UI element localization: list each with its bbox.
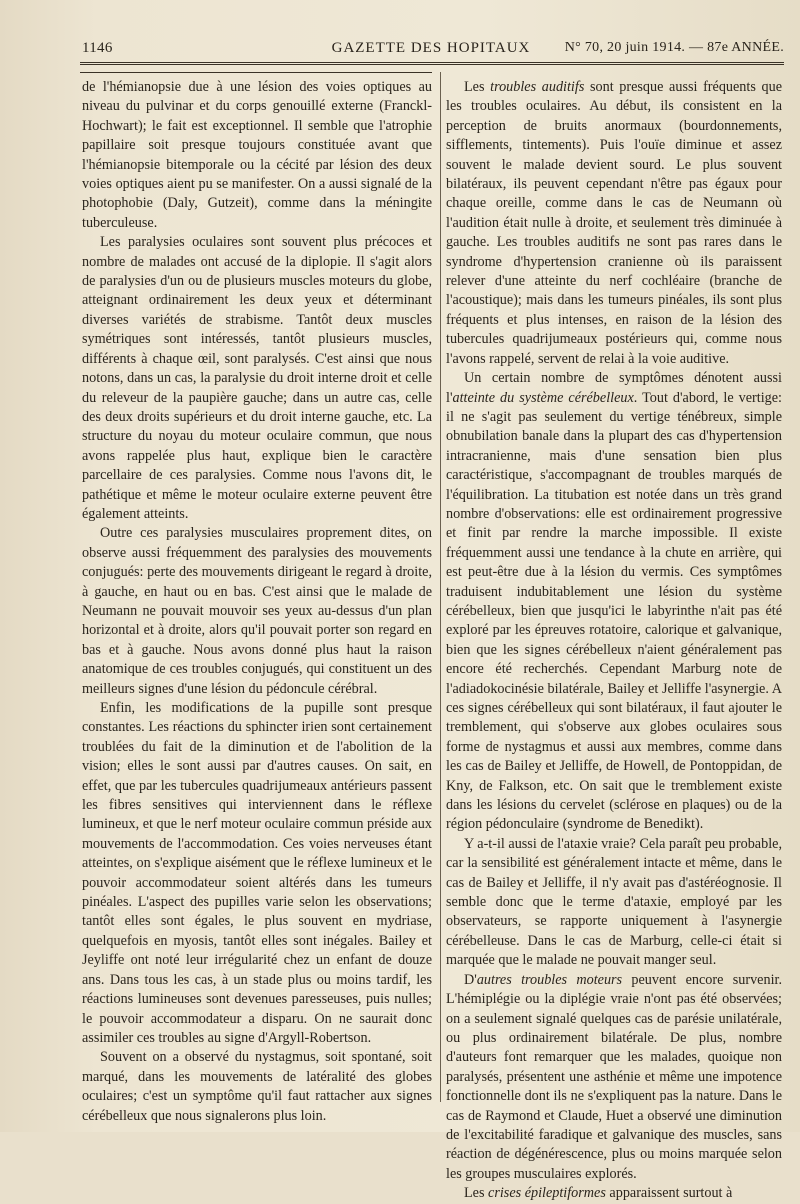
paragraph: Souvent on a observé du nystagmus, soit spontané, soit marqué, dans les mouvements de latéralité des globes oculaires; c'est un symptôme qu'il faut rattacher aux signes cérébelleux que nous signalerons plus loin. bbox=[82, 1049, 432, 1124]
paragraph-lead: D' bbox=[464, 971, 477, 988]
paragraph bbox=[446, 78, 782, 369]
paragraph-lead: Un certain nombre de symptômes dénotent aussi l' bbox=[446, 370, 782, 406]
section-heading-italic: atteinte du système cérébelleux bbox=[452, 389, 634, 406]
paragraph: de l'hémianopsie due à une lésion des voies optiques au niveau du pulvinar et du corps genouillé externe (Franckl-Hochwart); le fait est exceptionnel. Il semble que l'atrophie papillaire soit presque toujours constituée avant que l'hémianopsie bitemporale ou la cécité par lésion des deux voies optiques aient pu se manifester. On a aussi signalé de la photophobie (Daly, Gutzeit), comme dans la méningite tuberculeuse. bbox=[82, 79, 432, 231]
paragraph-body: Y a-t-il aussi de l'ataxie vraie? Cela paraît peu probable, car la sensibilité est généralement intacte et même, dans le cas de Bailey et Jelliffe, il n'y avait pas d'astéréognosie. Il semble donc que le terme d'ataxie, employé par les observateurs, se rapporte uniquement à l'asynergie cérébelleuse. Dans le cas de Marburg, celle-ci était si marquée que le malade ne pouvait manger seul. bbox=[446, 835, 782, 969]
paragraph bbox=[446, 369, 782, 835]
paragraph-body: sont presque aussi fréquents que les troubles oculaires. Au début, ils consistent en la perception de bruits anormaux (bourdonnements, sifflements, tintements). Puis l'ouïe diminue et assez souvent le malade devient sourd. Le plus souvent bilatéraux, ils peuvent cependant n'être pas égaux pour chaque oreille, comme dans le cas de Neumann où l'audition était nulle à droite, et seulement très diminuée à gauche. Les troubles auditifs ne sont pas rares dans le syndrome d'hypertension cranienne où ils paraissent relever d'une atteinte du nerf cochléaire (branche de l'acoustique); mais dans les tumeurs pinéales, ils sont plus fréquents et plus intenses, en raison de la lésion des tubercules quadrijumeaux postérieurs qui, comme nous l'avons rappelé, servent de relai à la voie auditive. bbox=[446, 79, 782, 367]
section-heading-italic: autres troubles moteurs bbox=[476, 971, 623, 988]
journal-title: GAZETTE DES HOPITAUX bbox=[331, 40, 531, 56]
column-divider bbox=[440, 72, 441, 1102]
paragraph bbox=[446, 1184, 782, 1203]
paragraph-lead: Les bbox=[464, 79, 491, 95]
paragraph-body: . Tout d'abord, le vertige: il ne s'agit pas seulement du vertige ténébreux, simple obnubilation banale dans la plupart des cas d'hypertension intracranienne, mais d'une sensation bien plus caractéristique, s'accompagnant de troubles marqués de l'équilibration. La titubation est notée dans un très grand nombre d'observations: elle est ordinairement progressive et finit par rendre la marche impossible. Il existe fréquemment aussi une tendance à la chute en arrière, qui est peut-être due à la lésion du vermis. Ces symptômes traduisent indubitablement une lésion du système cérébelleux, bien que jusqu'ici le labyrinthe n'ait pas été exploré par les épreuves rotatoire, calorique et galvanique, bien que les signes cérébelleux n'aient généralement pas encore été recherchés. Cependant Marburg note de l'adiadokocinésie bilatérale, Bailey et Jelliffe l'asynergie. A ces signes cérébelleux qui sont bilatéraux, il faut ajouter le tremblement, qui s'observe aux globes oculaires sous forme de nystagmus et aussi aux membres, comme dans les cas de Bailey et Jelliffe, de Howell, de Pontoppidan, de Kny, de Falkson, etc. On sait que le tremblement existe dans les lésions du cervelet (sclérose en plaques) ou de la région pédonculaire (syndrome de Benedikt). bbox=[446, 389, 782, 833]
paragraph bbox=[446, 971, 782, 1184]
section-heading-italic: troubles auditifs bbox=[490, 79, 585, 95]
header-rule bbox=[80, 62, 784, 65]
right-column bbox=[446, 78, 782, 1204]
paragraph: Enfin, les modifications de la pupille sont presque constantes. Les réactions du sphincter irien sont certainement troublées du fait de la diminution et de l'abolition de la vision; elles le sont aussi par d'autres causes. On sait, en effet, que par les tubercules quadrijumeaux antérieurs passent les fibres sensitives qui interviennent dans le réflexe lumineux, et que le nerf moteur oculaire commun préside aux mouvements de l'accommodation. Ces voies nerveuses étant atteintes, on s'explique aisément que le réflexe lumineux et le pouvoir accommodateur soient altérés dans les tumeurs pinéales. L'aspect des pupilles varie selon les observations; tantôt elles sont égales, le plus souvent en mydriase, quelquefois en myosis, tantôt elles sont inégales. Bailey et Jeyliffe ont noté leur irrégularité chez un enfant de douze ans. Dans tous les cas, à un stade plus ou moins tardif, les réactions lumineuses sont devenues paresseuses, puis nulles; le pouvoir accommodateur a disparu. On ne saurait donc assimiler ces troubles au signe d'Argyll-Robertson. bbox=[82, 700, 432, 1046]
left-column bbox=[82, 78, 432, 1126]
paragraph: Outre ces paralysies musculaires proprement dites, on observe aussi fréquemment des paralysies des mouvements conjugués: perte des mouvements dirigeant le regard à droite, à gauche, en haut ou en bas. C'est ainsi que le malade de Neumann ne pouvait mouvoir ses yeux au-dessus d'un plan horizontal et à droite, alors qu'il pouvait porter son regard en bas et à gauche. Nous avons donné plus haut la raison anatomique de ces troubles conjugués, qui constituent un des meilleurs signes d'une lésion du pédoncule cérébral. bbox=[82, 525, 432, 697]
section-heading-italic: crises épileptiformes bbox=[488, 1185, 606, 1202]
column-top-rule bbox=[80, 72, 432, 73]
paragraph-body: apparaissent surtout à bbox=[605, 1185, 733, 1202]
paragraph: Les paralysies oculaires sont souvent plus précoces et nombre de malades ont accusé de la diplopie. Il s'agit alors de paralysies d'un ou de plusieurs muscles moteurs du globe, atteignant ordinairement les deux yeux et déterminant diverses variétés de strabisme. Tantôt deux muscles symétriques sont intéressés, tantôt plusieurs muscles, différents à chaque œil, sont paralysés. C'est ainsi que nous notons, dans un cas, la paralysie du droit interne droit et celle du releveur de la paupière gauche; dans un autre cas, celle des deux droits supérieurs et du droit interne gauche, etc. La structure du noyau du moteur oculaire commun, que nous avons rappelée plus haut, explique bien le caractère parcellaire de ces paralysies. Comme nous l'avons dit, le pathétique et même le moteur oculaire externe peuvent être également atteints. bbox=[82, 234, 432, 522]
issue-info: N° 70, 20 juin 1914. — 87e ANNÉE. bbox=[564, 40, 784, 55]
paragraph-lead: Les bbox=[464, 1185, 489, 1202]
page-number: 1146 bbox=[82, 40, 113, 56]
paragraph bbox=[446, 835, 782, 971]
page-header bbox=[78, 38, 784, 60]
paragraph-body: peuvent encore survenir. L'hémiplégie ou la diplégie vraie n'ont pas été observées; on a seulement signalé quelques cas de parésie unilatérale, ou plus ordinairement bilatérale. De plus, nombre d'auteurs font remarquer que les malades, quoique non paralysés, présentent une asthénie et même une impotence fonctionnelle dont ils ne s'expliquent pas la nature. Dans le cas de Raymond et Claude, Huet a observé une diminution de l'excitabilité faradique et galvanique des muscles, sans réaction de dégénérescence, plus ou moins marquée selon les groupes musculaires explorés. bbox=[446, 971, 782, 1182]
